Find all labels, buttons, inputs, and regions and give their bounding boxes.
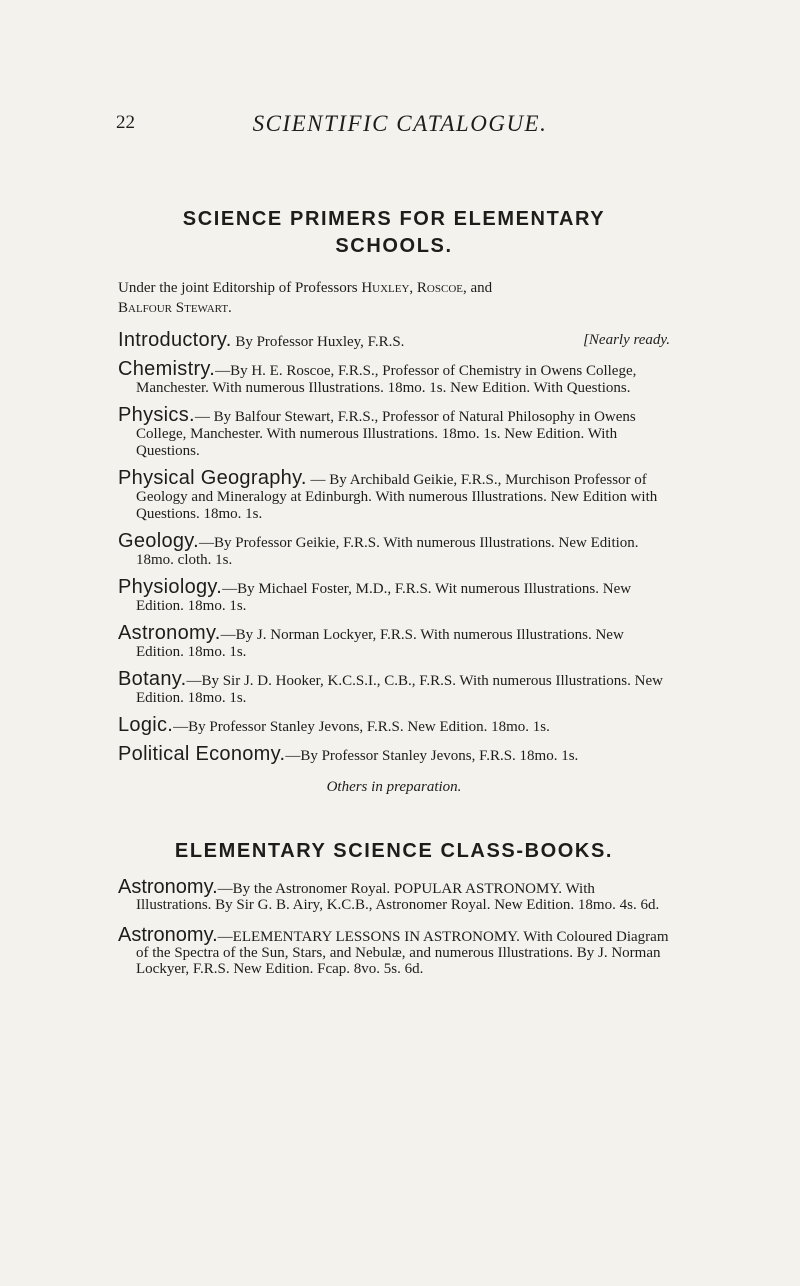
page-content <box>118 206 670 977</box>
science-primers-heading <box>118 206 670 260</box>
primer-entry <box>118 329 670 351</box>
heading-line-1: SCIENCE PRIMERS FOR ELEMENTARY <box>182 208 606 230</box>
primer-details: By Professor Huxley, F.R.S. <box>235 334 405 350</box>
class-book-subject: Astronomy. <box>118 924 218 946</box>
primer-subject: Chemistry. <box>118 358 216 380</box>
primer-entry <box>118 576 670 615</box>
primer-entry <box>118 467 670 523</box>
primer-subject: Physics. <box>118 404 195 426</box>
primer-details: —By Sir J. D. Hooker, K.C.S.I., C.B., F.R.S. With numerous Illustrations. New Edition. 18mo. 1s. <box>136 673 663 706</box>
page-number: 22 <box>116 112 135 133</box>
primer-details: — By Archibald Geikie, F.R.S., Murchison Professor of Geology and Mineralogy at Edinburgh. With numerous Illustrations. New Edition with Questions. 18mo. 1s. <box>136 472 658 522</box>
primer-subject: Astronomy. <box>118 622 221 644</box>
primer-subject: Physiology. <box>118 576 223 598</box>
class-book-entry <box>118 924 670 977</box>
primer-details: —By Michael Foster, M.D., F.R.S. Wit numerous Illustrations. New Edition. 18mo. 1s. <box>136 581 632 614</box>
primer-subject: Physical Geography. <box>118 467 307 489</box>
primer-details: —By J. Norman Lockyer, F.R.S. With numerous Illustrations. New Edition. 18mo. 1s. <box>136 627 624 660</box>
intro-and: and <box>470 280 493 296</box>
class-book-entry <box>118 876 670 913</box>
primer-subject: Introductory. <box>118 329 232 351</box>
intro-names: Huxley, Roscoe, <box>361 280 467 296</box>
intro-last: Balfour Stewart. <box>118 300 232 316</box>
primer-subject: Political Economy. <box>118 743 286 765</box>
class-book-details: —ELEMENTARY LESSONS IN ASTRONOMY. With Coloured Diagram of the Spectra of the Sun, Stars, and Nebulæ, and numerous Illustrations. By J. Norman Lockyer, F.R.S. New Edition. Fcap. 8vo. 5s. 6d. <box>136 929 669 977</box>
primer-details: —By Professor Stanley Jevons, F.R.S. 18mo. 1s. <box>285 748 579 764</box>
intro-lead: Under the joint Editorship of Professors <box>118 280 358 296</box>
primer-status-note: [Nearly ready. <box>583 332 670 348</box>
primer-entry <box>118 530 670 569</box>
primer-entry <box>118 358 670 397</box>
class-book-details: —By the Astronomer Royal. POPULAR ASTRONOMY. With Illustrations. By Sir G. B. Airy, K.C.B., Astronomer Royal. New Edition. 18mo. 4s. 6d. <box>136 881 660 913</box>
primer-entry <box>118 743 670 765</box>
primer-details: — By Balfour Stewart, F.R.S., Professor of Natural Philosophy in Owens College, Manchester. With numerous Illustrations. 18mo. 1s. New Edition. With Questions. <box>136 409 636 459</box>
heading-line-2: SCHOOLS. <box>335 235 453 257</box>
primer-details: —By H. E. Roscoe, F.R.S., Professor of Chemistry in Owens College, Manchester. With numerous Illustrations. 18mo. 1s. New Edition. With Questions. <box>136 363 637 396</box>
primer-entry <box>118 622 670 661</box>
others-in-preparation-note: Others in preparation. <box>326 779 462 795</box>
editorship-intro <box>118 278 670 318</box>
primer-entry <box>118 714 670 736</box>
primer-details: —By Professor Geikie, F.R.S. With numerous Illustrations. New Edition. 18mo. cloth. 1s. <box>136 535 639 568</box>
primer-subject: Geology. <box>118 530 199 552</box>
running-head <box>0 111 800 141</box>
class-books-heading: ELEMENTARY SCIENCE CLASS-BOOKS. <box>174 840 614 862</box>
primer-subject: Botany. <box>118 668 187 690</box>
catalogue-title: SCIENTIFIC CATALOGUE. <box>252 111 548 136</box>
primer-entry <box>118 668 670 707</box>
primer-details: —By Professor Stanley Jevons, F.R.S. New Edition. 18mo. 1s. <box>173 719 550 735</box>
class-book-subject: Astronomy. <box>118 876 218 898</box>
primer-subject: Logic. <box>118 714 174 736</box>
primer-entry <box>118 404 670 460</box>
